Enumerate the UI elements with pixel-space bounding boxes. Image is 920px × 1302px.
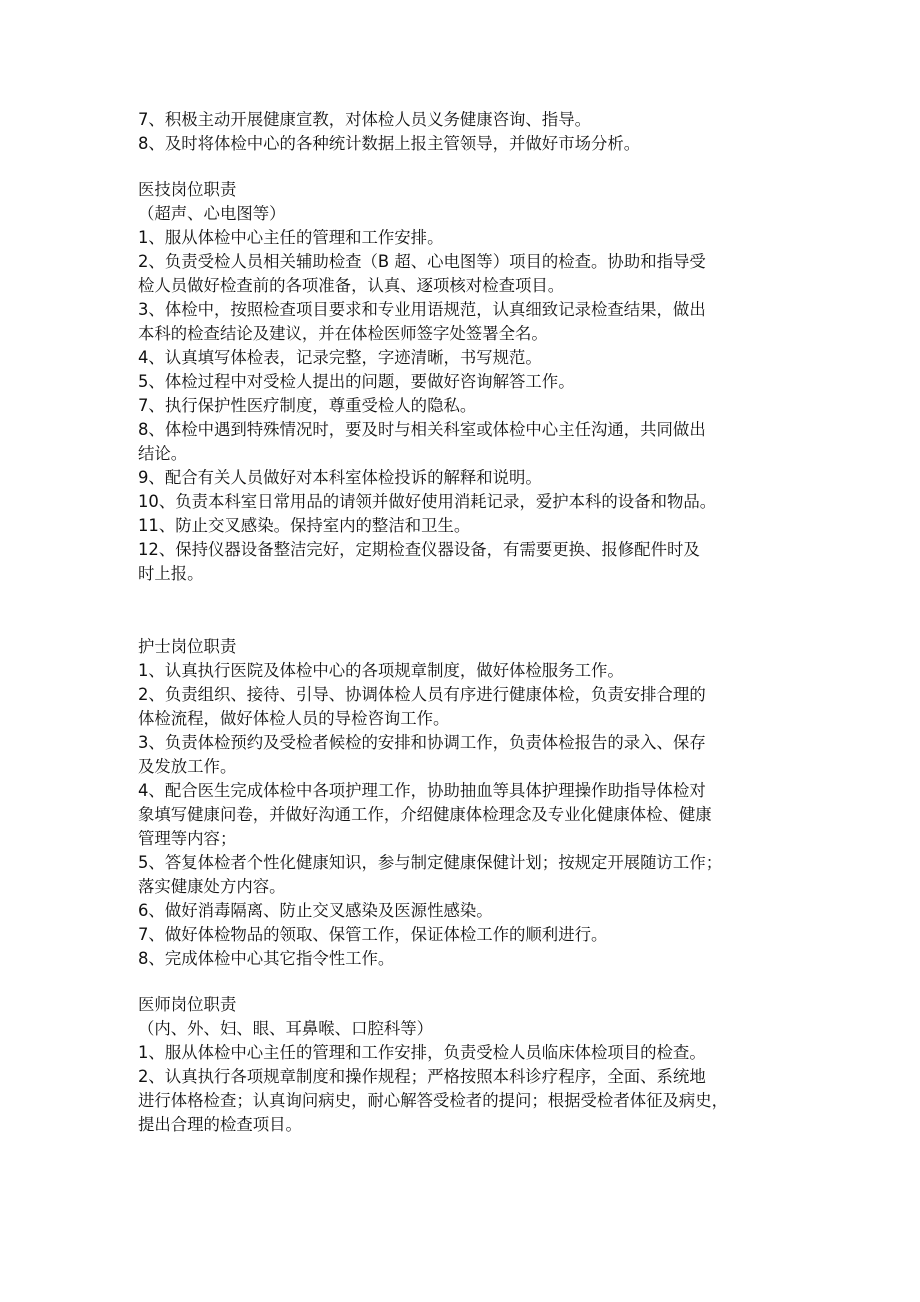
duty-item: 8、及时将体检中心的各种统计数据上报主管领导，并做好市场分析。 <box>138 134 641 153</box>
duty-item: 2、认真执行各项规章制度和操作规程；严格按照本科诊疗程序，全面、系统地 <box>138 1067 706 1086</box>
duty-item: 体检流程，做好体检人员的导检咨询工作。 <box>138 709 450 728</box>
duty-item: 9、配合有关人员做好对本科室体检投诉的解释和说明。 <box>138 468 542 487</box>
duty-item: 12、保持仪器设备整洁完好，定期检查仪器设备，有需要更换、报修配件时及 <box>138 540 700 559</box>
section-title: 护士岗位职责 <box>138 637 237 656</box>
section-title: 医技岗位职责 <box>138 180 237 199</box>
duty-item: 检人员做好检查前的各项准备，认真、逐项核对检查项目。 <box>138 276 565 295</box>
duty-item: 3、体检中，按照检查项目要求和专业用语规范，认真细致记录检查结果，做出 <box>138 300 706 319</box>
duty-item: 1、服从体检中心主任的管理和工作安排，负责受检人员临床体检项目的检查。 <box>138 1043 706 1062</box>
top-items-section <box>138 108 788 156</box>
duty-item: 时上报。 <box>138 564 204 583</box>
duty-item: 4、配合医生完成体检中各项护理工作，协助抽血等具体护理操作助指导体检对 <box>138 781 706 800</box>
duty-item: 7、积极主动开展健康宣教，对体检人员义务健康咨询、指导。 <box>138 110 591 129</box>
spacer <box>138 156 788 178</box>
duty-item: 本科的检查结论及建议，并在体检医师签字处签署全名。 <box>138 324 548 343</box>
duty-item: 6、做好消毒隔离、防止交叉感染及医源性感染。 <box>138 901 493 920</box>
duty-item: 象填写健康问卷，并做好沟通工作，介绍健康体检理念及专业化健康体检、健康 <box>138 805 712 824</box>
duty-item: 5、体检过程中对受检人提出的问题，要做好咨询解答工作。 <box>138 372 575 391</box>
section-title: 医师岗位职责 <box>138 995 237 1014</box>
duty-item: 7、做好体检物品的领取、保管工作，保证体检工作的顺利进行。 <box>138 925 608 944</box>
duty-item: 1、认真执行医院及体检中心的各项规章制度，做好体检服务工作。 <box>138 661 624 680</box>
duty-item: 2、负责组织、接待、引导、协调体检人员有序进行健康体检，负责安排合理的 <box>138 685 706 704</box>
duty-item: 4、认真填写体检表，记录完整，字迹清晰，书写规范。 <box>138 348 542 367</box>
duty-item: 进行体格检查；认真询问病史，耐心解答受检者的提问；根据受检者体征及病史， <box>138 1091 729 1110</box>
duty-item: 3、负责体检预约及受检者候检的安排和协调工作，负责体检报告的录入、保存 <box>138 733 706 752</box>
document-page <box>138 108 788 1137</box>
duty-item: 11、防止交叉感染。保持室内的整洁和卫生。 <box>138 516 471 535</box>
tech-duties-section <box>138 178 788 586</box>
duty-item: 落实健康处方内容。 <box>138 877 286 896</box>
duty-item: 7、执行保护性医疗制度，尊重受检人的隐私。 <box>138 396 477 415</box>
spacer <box>138 971 788 993</box>
duty-item: 10、负责本科室日常用品的请领并做好使用消耗记录，爱护本科的设备和物品。 <box>138 492 717 511</box>
doctor-duties-section <box>138 993 788 1137</box>
spacer <box>138 586 788 635</box>
duty-item: 管理等内容； <box>138 829 237 848</box>
duty-item: 5、答复体检者个性化健康知识，参与制定健康保健计划；按规定开展随访工作； <box>138 853 723 872</box>
duty-item: 8、体检中遇到特殊情况时，要及时与相关科室或体检中心主任沟通，共同做出 <box>138 420 706 439</box>
duty-item: 1、服从体检中心主任的管理和工作安排。 <box>138 228 444 247</box>
section-subtitle: （超声、心电图等） <box>138 204 286 223</box>
section-subtitle: （内、外、妇、眼、耳鼻喉、口腔科等） <box>138 1019 434 1038</box>
duty-item: 结论。 <box>138 444 188 463</box>
duty-item: 2、负责受检人员相关辅助检查（B 超、心电图等）项目的检查。协助和指导受 <box>138 252 706 271</box>
duty-item: 8、完成体检中心其它指令性工作。 <box>138 949 395 968</box>
nurse-duties-section <box>138 635 788 971</box>
duty-item: 及发放工作。 <box>138 757 237 776</box>
duty-item: 提出合理的检查项目。 <box>138 1115 302 1134</box>
